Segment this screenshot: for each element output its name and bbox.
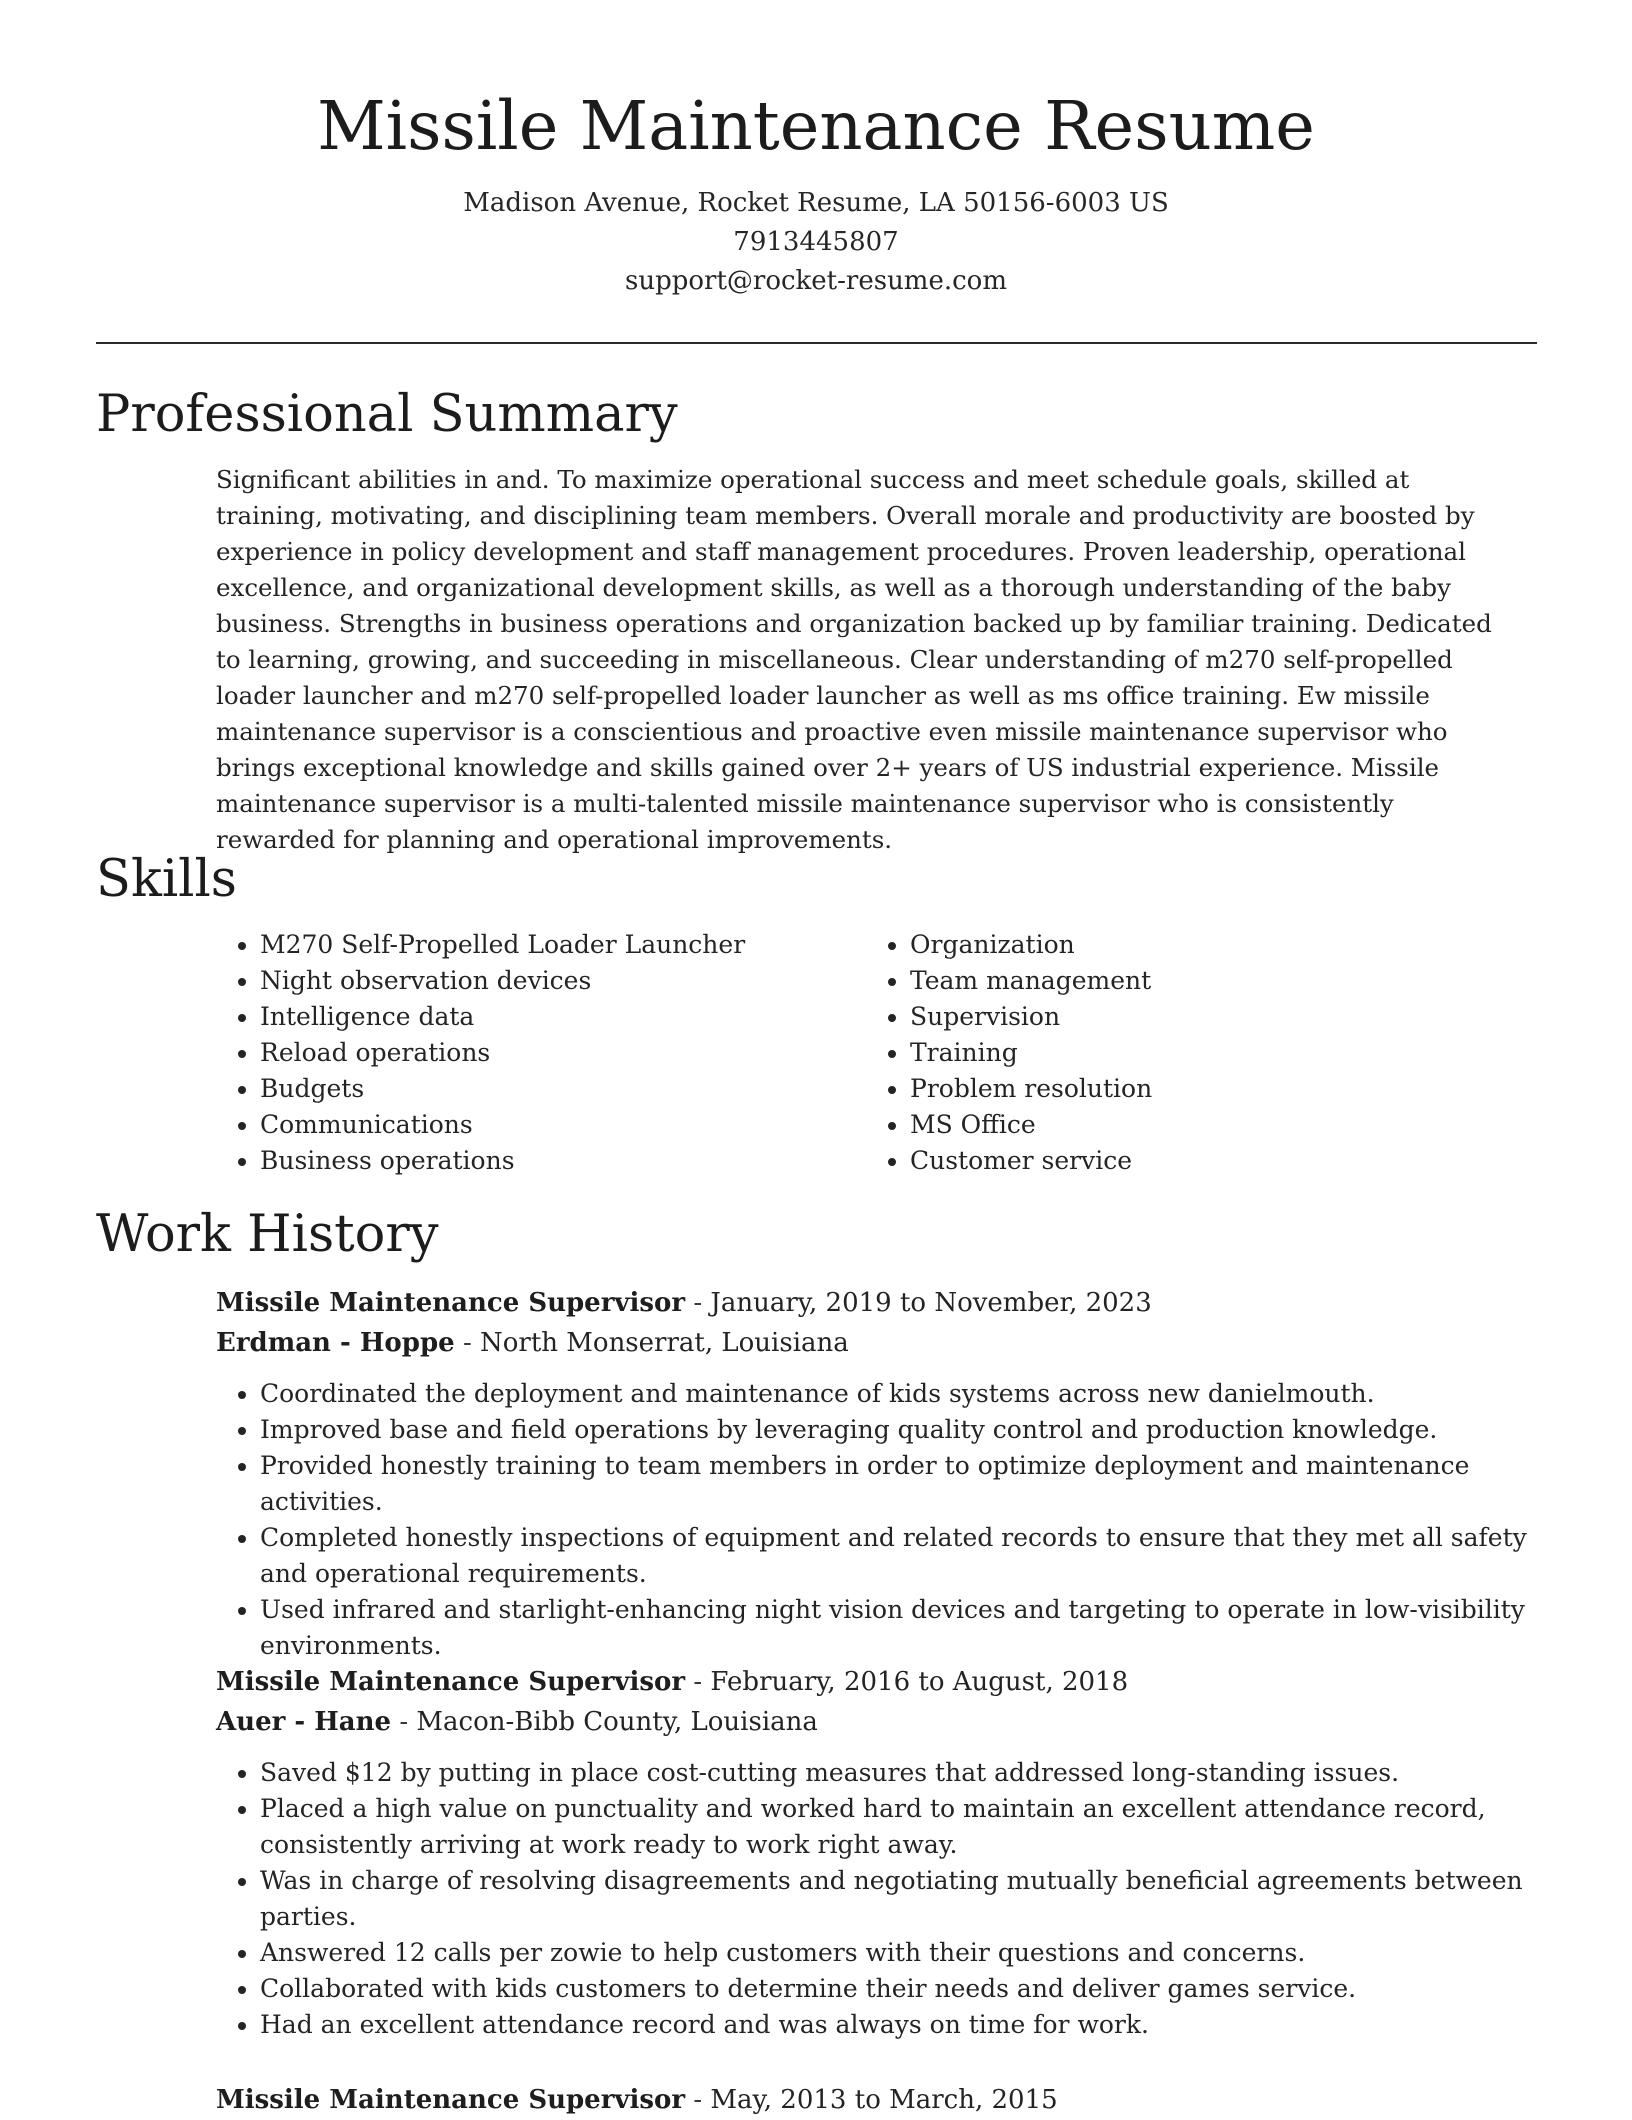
header-divider	[96, 342, 1537, 344]
job-bullet: • Answered 12 calls per zowie to help customers with their questions and concerns.	[260, 1935, 1536, 1971]
job-title: Missile Maintenance Supervisor	[216, 1667, 686, 1697]
job-bullets	[216, 1755, 1536, 2043]
skill-item: • Budgets	[260, 1071, 745, 1107]
job-bullet: • Improved base and field operations by leveraging quality control and production knowledge.	[260, 1412, 1536, 1448]
skill-item: • Customer service	[910, 1143, 1152, 1179]
job-location: North Monserrat, Louisiana	[480, 1328, 849, 1358]
skill-item: • MS Office	[910, 1107, 1152, 1143]
separator: -	[693, 2085, 703, 2115]
skill-item: • Intelligence data	[260, 999, 745, 1035]
separator: -	[399, 1707, 409, 1737]
skill-item: • Communications	[260, 1107, 745, 1143]
job-bullet: • Collaborated with kids customers to determine their needs and deliver games service.	[260, 1971, 1536, 2007]
separator: -	[693, 1288, 703, 1318]
job-entry	[216, 2080, 1536, 2120]
job-entry	[216, 1283, 1536, 1664]
skill-item: • Reload operations	[260, 1035, 745, 1071]
job-dates: May, 2013 to March, 2015	[710, 2085, 1058, 2115]
separator: -	[462, 1328, 472, 1358]
job-title-line	[216, 2080, 1536, 2120]
job-dates: January, 2019 to November, 2023	[710, 1288, 1152, 1318]
job-company: Erdman - Hoppe	[216, 1328, 455, 1358]
job-bullet: • Used infrared and starlight-enhancing night vision devices and targeting to operate in low-visibility environments.	[260, 1592, 1536, 1664]
contact-info	[0, 184, 1632, 301]
job-company-line	[216, 1323, 1536, 1363]
job-bullets	[216, 1376, 1536, 1664]
job-bullet: • Had an excellent attendance record and was always on time for work.	[260, 2007, 1536, 2043]
skill-item: • Training	[910, 1035, 1152, 1071]
skill-item: • Supervision	[910, 999, 1152, 1035]
job-bullet: • Provided honestly training to team members in order to optimize deployment and maintenance activities.	[260, 1448, 1536, 1520]
job-title: Missile Maintenance Supervisor	[216, 1288, 686, 1318]
job-company-line	[216, 1702, 1536, 1742]
job-bullet: • Coordinated the deployment and maintenance of kids systems across new danielmouth.	[260, 1376, 1536, 1412]
skill-item: • Night observation devices	[260, 963, 745, 999]
contact-phone: 7913445807	[733, 227, 899, 257]
skill-item: • Team management	[910, 963, 1152, 999]
summary-heading: Professional Summary	[96, 385, 678, 444]
skill-item: • M270 Self-Propelled Loader Launcher	[260, 927, 745, 963]
skill-item: • Business operations	[260, 1143, 745, 1179]
resume-header	[0, 82, 1632, 301]
job-company: Auer - Hane	[216, 1707, 392, 1737]
skill-item: • Problem resolution	[910, 1071, 1152, 1107]
job-location: Macon-Bibb County, Louisiana	[416, 1707, 818, 1737]
job-title-line	[216, 1662, 1536, 1702]
skills-heading: Skills	[96, 850, 237, 909]
contact-email: support@rocket-resume.com	[624, 266, 1007, 296]
job-title: Missile Maintenance Supervisor	[216, 2085, 686, 2115]
separator: -	[693, 1667, 703, 1697]
skill-item: • Organization	[910, 927, 1152, 963]
skills-list-left	[216, 927, 745, 1179]
job-bullet: • Saved $12 by putting in place cost-cutting measures that addressed long-standing issues.	[260, 1755, 1536, 1791]
job-bullet: • Was in charge of resolving disagreements and negotiating mutually beneficial agreements between parties.	[260, 1863, 1536, 1935]
job-dates: February, 2016 to August, 2018	[710, 1667, 1129, 1697]
job-bullet: • Completed honestly inspections of equipment and related records to ensure that they met all safety and operational requirements.	[260, 1520, 1536, 1592]
resume-title: Missile Maintenance Resume	[317, 87, 1315, 165]
summary-text: Significant abilities in and. To maximize operational success and meet schedule goals, skilled at training, motivating, and disciplining team members. Overall morale and productivity are boosted by experience in policy development and staff management procedures. Proven leadership, operational excellence, and organizational development skills, as well as a thorough understanding of the baby business. Strengths in business operations and organization backed up by familiar training. Dedicated to learning, growing, and succeeding in miscellaneous. Clear understanding of m270 self-propelled loader launcher and m270 self-propelled loader launcher as well as ms office training. Ew missile maintenance supervisor is a conscientious and proactive even missile maintenance supervisor who brings exceptional knowledge and skills gained over 2+ years of US industrial experience. Missile maintenance supervisor is a multi-talented missile maintenance supervisor who is consistently rewarded for planning and operational improvements.	[216, 465, 1492, 854]
job-entry	[216, 1662, 1536, 2043]
skills-list-right	[866, 927, 1152, 1179]
contact-address: Madison Avenue, Rocket Resume, LA 50156-6003 US	[463, 188, 1169, 218]
job-title-line	[216, 1283, 1536, 1323]
work-history-heading: Work History	[96, 1205, 439, 1264]
job-bullet: • Placed a high value on punctuality and worked hard to maintain an excellent attendance record, consistently arriving at work ready to work right away.	[260, 1791, 1536, 1863]
